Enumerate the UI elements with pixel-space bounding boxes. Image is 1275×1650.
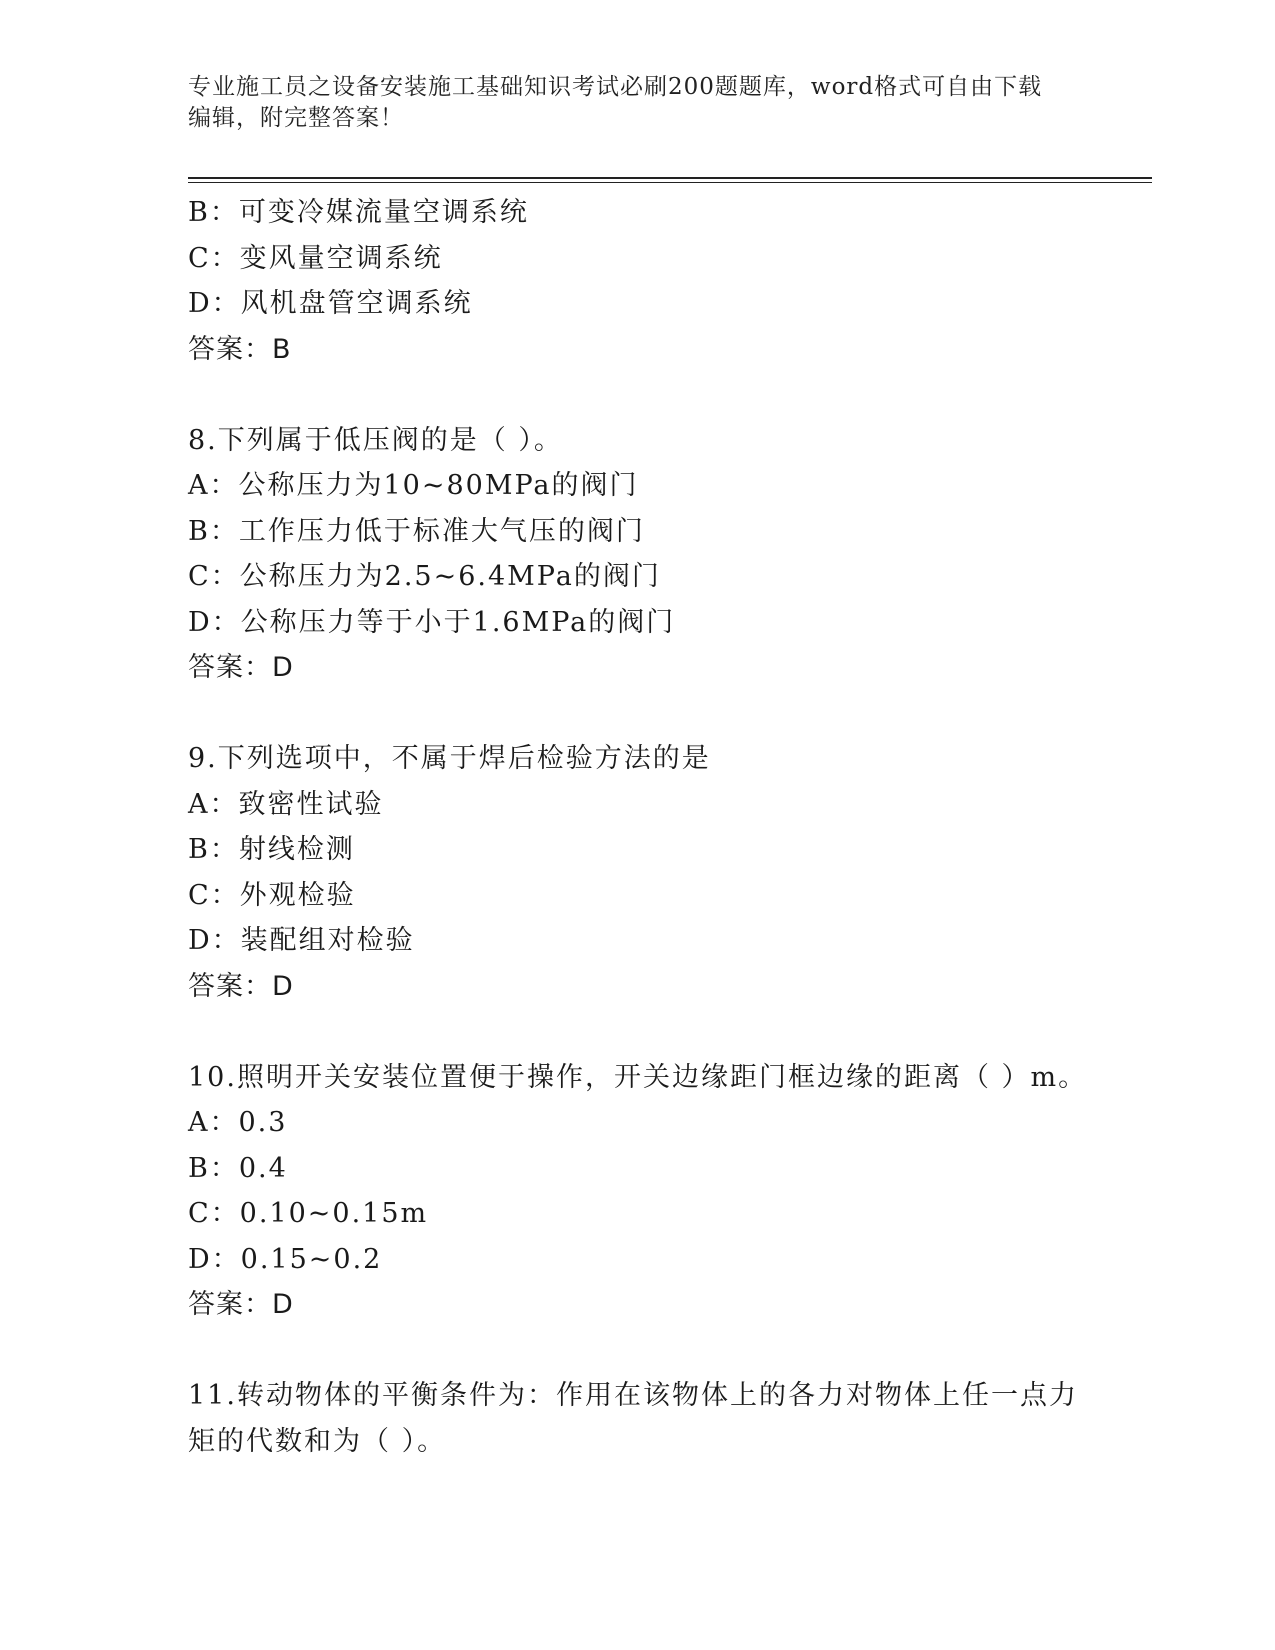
question-7-continued [188,190,1088,372]
question-list [188,190,1088,1464]
header-line-2: 编辑，附完整答案！ [188,105,404,131]
question-stem: 10.照明开关安装位置便于操作，开关边缘距门框边缘的距离（ ）m。 [188,1061,1088,1093]
question-8 [188,418,1088,691]
document-header [188,72,1088,134]
answer: 答案：B [188,333,292,365]
option-b: B：射线检测 [188,834,355,865]
option-a: A：致密性试验 [188,788,384,820]
question-9 [188,736,1088,1009]
option-c: C：0.10~0.15m [188,1198,429,1229]
spacer [188,1328,1088,1374]
spacer [188,1009,1088,1055]
question-stem-line-2: 矩的代数和为（ ）。 [188,1425,447,1457]
header-line-1: 专业施工员之设备安装施工基础知识考试必刷200题题库，word格式可自由下载 [188,74,1043,100]
header-rule-thin [188,182,1152,183]
header-rule-thick [188,177,1152,179]
spacer [188,691,1088,737]
question-stem: 9.下列选项中，不属于焊后检验方法的是 [188,743,711,774]
option-c: C：变风量空调系统 [188,242,443,274]
option-d: D：公称压力等于小于1.6MPa的阀门 [188,606,676,638]
option-a: A：公称压力为10~80MPa的阀门 [188,470,639,501]
option-c: C：公称压力为2.5~6.4MPa的阀门 [188,561,661,592]
option-d: D：0.15~0.2 [188,1243,383,1275]
option-a: A：0.3 [188,1107,288,1138]
question-10 [188,1055,1088,1328]
answer: 答案：D [188,1289,294,1320]
option-b: B：0.4 [188,1152,288,1184]
option-b: B：工作压力低于标准大气压的阀门 [188,515,645,547]
answer: 答案：D [188,652,294,683]
option-c: C：外观检验 [188,879,356,911]
question-stem: 8.下列属于低压阀的是（ ）。 [188,424,563,456]
option-d: D：装配组对检验 [188,925,415,956]
option-d: D：风机盘管空调系统 [188,288,473,319]
answer: 答案：D [188,970,294,1002]
question-11 [188,1373,1088,1464]
spacer [188,372,1088,418]
option-b: B：可变冷媒流量空调系统 [188,197,529,228]
question-stem-line-1: 11.转动物体的平衡条件为：作用在该物体上的各力对物体上任一点力 [188,1380,1078,1411]
